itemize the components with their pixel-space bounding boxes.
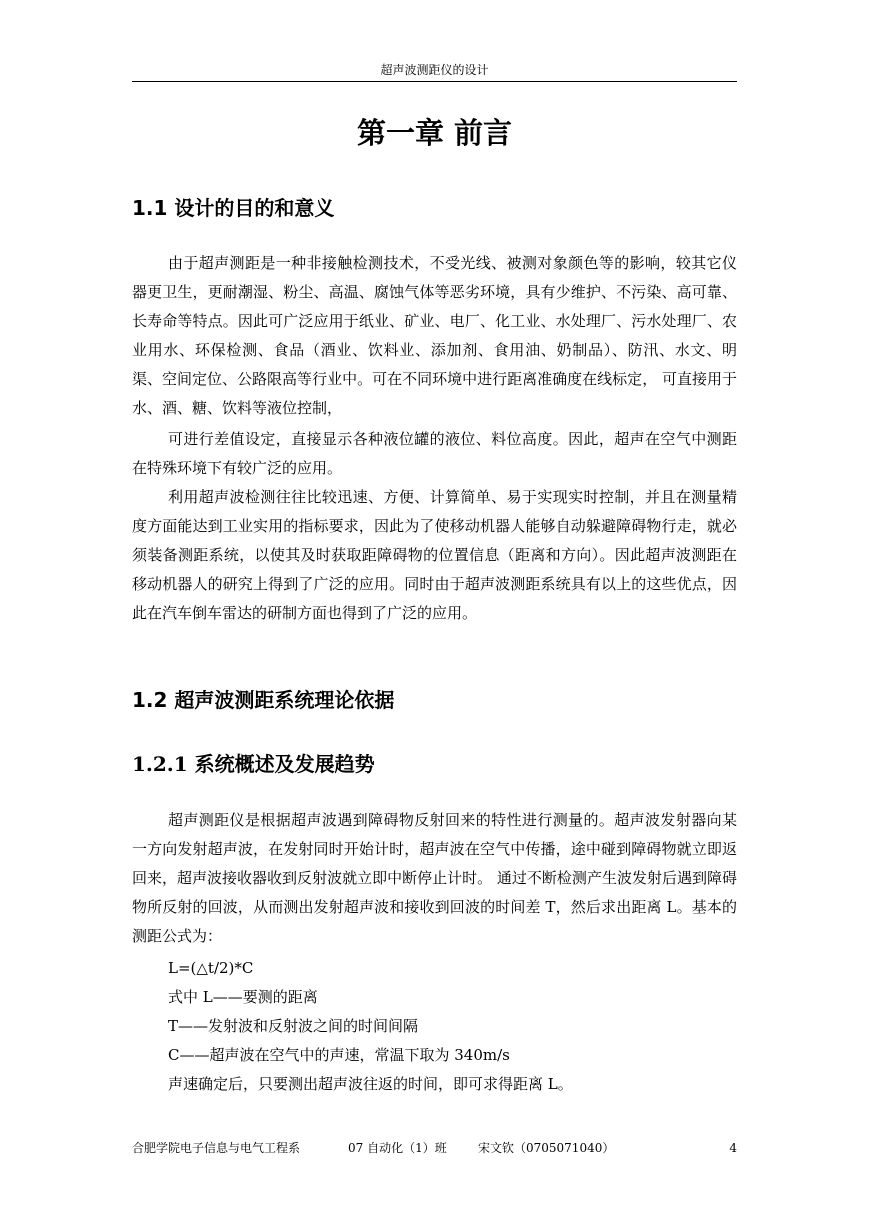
footer-author: 宋文钦（0705071040） [478, 1141, 615, 1155]
conclusion-line: 声速确定后，只要测出超声波往返的时间，即可求得距离 L。 [168, 1075, 573, 1093]
paragraph-3: 利用超声波检测往往比较迅速、方便、计算简单、易于实现实时控制，并且在测量精度方面能达到工业实用的指标要求，因此为了使移动机器人能够自动躲避障碍物行走，就必须装备测距系统，以使其及时获取距障碍物的位置信息（距离和方向）。因此超声波测距在移动机器人的研究上得到了广泛的应用。同时由于超声波测距系统具有以上的这些优点，因此在汽车倒车雷达的研制方面也得到了广泛的应用。 [132, 488, 737, 622]
page-header-title: 超声波测距仪的设计 [380, 63, 489, 77]
paragraph-1: 由于超声测距是一种非接触检测技术，不受光线、被测对象颜色等的影响，较其它仪器更卫生，更耐潮湿、粉尘、高温、腐蚀气体等恶劣环境，具有少维护、不污染、高可靠、长寿命等特点。因此可广泛应用于纸业、矿业、电厂、化工业、水处理厂、污水处理厂、农业用水、环保检测、食品（酒业、饮料业、添加剂、食用油、奶制品）、防汛、水文、明渠、空间定位、公路限高等行业中。可在不同环境中进行距离准确度在线标定， 可直接用于水、酒、糖、饮料等液位控制， [132, 254, 737, 417]
paragraph-2: 可进行差值设定，直接显示各种液位罐的液位、料位高度。因此，超声在空气中测距在特殊环境下有较广泛的应用。 [132, 430, 737, 477]
section-heading-1-2: 1.2 超声波测距系统理论依据 [132, 688, 395, 712]
footer-department: 合肥学院电子信息与电气工程系 [132, 1141, 301, 1155]
footer-class: 07 自动化（1）班 [348, 1141, 447, 1155]
definition-line-L: 式中 L——要测的距离 [168, 988, 318, 1006]
header-rule [132, 81, 737, 82]
section-heading-1-1: 1.1 设计的目的和意义 [132, 196, 335, 220]
paragraph-4: 超声测距仪是根据超声波遇到障碍物反射回来的特性进行测量的。超声波发射器向某一方向发射超声波，在发射同时开始计时，超声波在空气中传播，途中碰到障碍物就立即返回来，超声波接收器收到反射波就立即中断停止计时。 通过不断检测产生波发射后遇到障碍物所反射的回波，从而测出发射超声波和接收到回波的时间差 T，然后求出距离 L。基本的测距公式为： [132, 811, 737, 945]
chapter-title: 第一章 前言 [356, 116, 513, 150]
definition-line-T: T——发射波和反射波之间的时间间隔 [168, 1017, 419, 1035]
section-heading-1-2-1: 1.2.1 系统概述及发展趋势 [132, 752, 375, 776]
formula-line: L=(△t/2)*C [168, 959, 254, 977]
definition-line-C: C——超声波在空气中的声速，常温下取为 340m/s [168, 1046, 510, 1064]
page-number: 4 [729, 1141, 737, 1155]
